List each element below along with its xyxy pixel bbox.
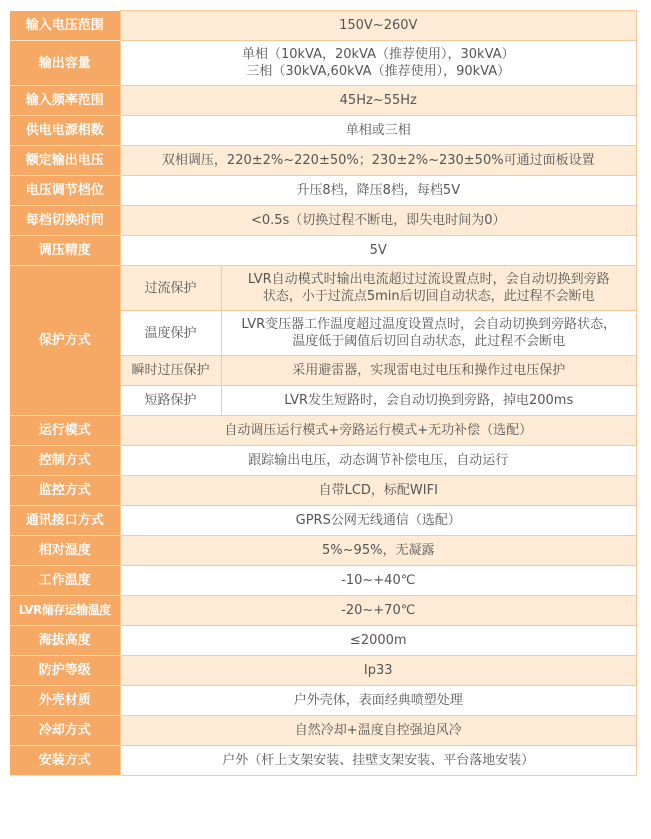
- table-row: [10, 506, 637, 536]
- table-row: [10, 446, 637, 476]
- value-line: 温度低于阈值后切回自动状态，此过程不会断电: [292, 334, 566, 349]
- row-label: 额定输出电压: [10, 146, 120, 176]
- row-value: <0.5s（切换过程不断电，即失电时间为0）: [120, 206, 637, 236]
- row-value: [120, 41, 637, 86]
- row-value: 5%~95%，无凝露: [120, 536, 637, 566]
- row-value: 45Hz~55Hz: [120, 86, 637, 116]
- row-label: 输入频率范围: [10, 86, 120, 116]
- table-row: [10, 656, 637, 686]
- row-value: -20~+70℃: [120, 596, 637, 626]
- row-value: 自带LCD，标配WIFI: [120, 476, 637, 506]
- row-label: 海拔高度: [10, 626, 120, 656]
- row-value: 双相调压，220±2%~220±50%；230±2%~230±50%可通过面板设置: [120, 146, 637, 176]
- row-value: 户外（杆上支架安装、挂壁支架安装、平台落地安装）: [120, 746, 637, 776]
- row-label: 安装方式: [10, 746, 120, 776]
- protection-item-name: 过流保护: [120, 266, 221, 311]
- row-value: 单相或三相: [120, 116, 637, 146]
- value-line: 状态，小于过流点5min后切回自动状态，此过程不会断电: [262, 289, 595, 304]
- row-value: GPRS公网无线通信（选配）: [120, 506, 637, 536]
- value-line: LVR自动模式时输出电流超过过流设置点时，会自动切换到旁路: [247, 272, 610, 287]
- protection-row: [10, 266, 637, 311]
- protection-item-desc: [221, 311, 637, 356]
- table-row: [10, 116, 637, 146]
- table-row: [10, 536, 637, 566]
- protection-item-desc: LVR发生短路时，会自动切换到旁路，掉电200ms: [221, 386, 637, 416]
- protection-item-name: 短路保护: [120, 386, 221, 416]
- row-value: ≤2000m: [120, 626, 637, 656]
- table-row: [10, 596, 637, 626]
- table-row: [10, 41, 637, 86]
- table-row: [10, 11, 637, 41]
- row-label: 防护等级: [10, 656, 120, 686]
- row-value: 跟踪输出电压，动态调节补偿电压，自动运行: [120, 446, 637, 476]
- row-label: 相对湿度: [10, 536, 120, 566]
- row-label: 冷却方式: [10, 716, 120, 746]
- table-row: [10, 476, 637, 506]
- table-row: [10, 626, 637, 656]
- row-value: 自动调压运行模式+旁路运行模式+无功补偿（选配）: [120, 416, 637, 446]
- row-label: 通讯接口方式: [10, 506, 120, 536]
- row-value: 升压8档，降压8档，每档5V: [120, 176, 637, 206]
- row-label: 工作温度: [10, 566, 120, 596]
- table-row: [10, 146, 637, 176]
- row-label: 输入电压范围: [10, 11, 120, 41]
- table-row: [10, 206, 637, 236]
- row-label: 输出容量: [10, 41, 120, 86]
- row-label: 电压调节档位: [10, 176, 120, 206]
- row-label: 外壳材质: [10, 686, 120, 716]
- row-label: 供电电源相数: [10, 116, 120, 146]
- table-row: [10, 746, 637, 776]
- row-label: 监控方式: [10, 476, 120, 506]
- row-value: 户外壳体，表面经典喷塑处理: [120, 686, 637, 716]
- protection-item-desc: 采用避雷器，实现雷电过电压和操作过电压保护: [221, 356, 637, 386]
- table-row: [10, 86, 637, 116]
- protection-item-name: 温度保护: [120, 311, 221, 356]
- table-row: [10, 416, 637, 446]
- table-row: [10, 176, 637, 206]
- table-row: [10, 686, 637, 716]
- row-label: 运行模式: [10, 416, 120, 446]
- row-label: 控制方式: [10, 446, 120, 476]
- table-row: [10, 716, 637, 746]
- value-line: LVR变压器工作温度超过温度设置点时，会自动切换到旁路状态，: [241, 317, 617, 332]
- value-line: 单相（10kVA，20kVA（推荐使用），30kVA）: [241, 47, 515, 62]
- row-label: 调压精度: [10, 236, 120, 266]
- protection-item-desc: [221, 266, 637, 311]
- row-value: 5V: [120, 236, 637, 266]
- value-line: 三相（30kVA,60kVA（推荐使用），90kVA）: [246, 64, 511, 79]
- row-label: LVR储存运输温度: [10, 596, 120, 626]
- spec-table: [10, 10, 637, 776]
- protection-label: 保护方式: [10, 266, 120, 416]
- row-label: 每档切换时间: [10, 206, 120, 236]
- row-value: 150V~260V: [120, 11, 637, 41]
- table-row: [10, 566, 637, 596]
- row-value: Ip33: [120, 656, 637, 686]
- row-value: 自然冷却+温度自控强迫风冷: [120, 716, 637, 746]
- protection-item-name: 瞬时过压保护: [120, 356, 221, 386]
- row-value: -10~+40℃: [120, 566, 637, 596]
- table-row: [10, 236, 637, 266]
